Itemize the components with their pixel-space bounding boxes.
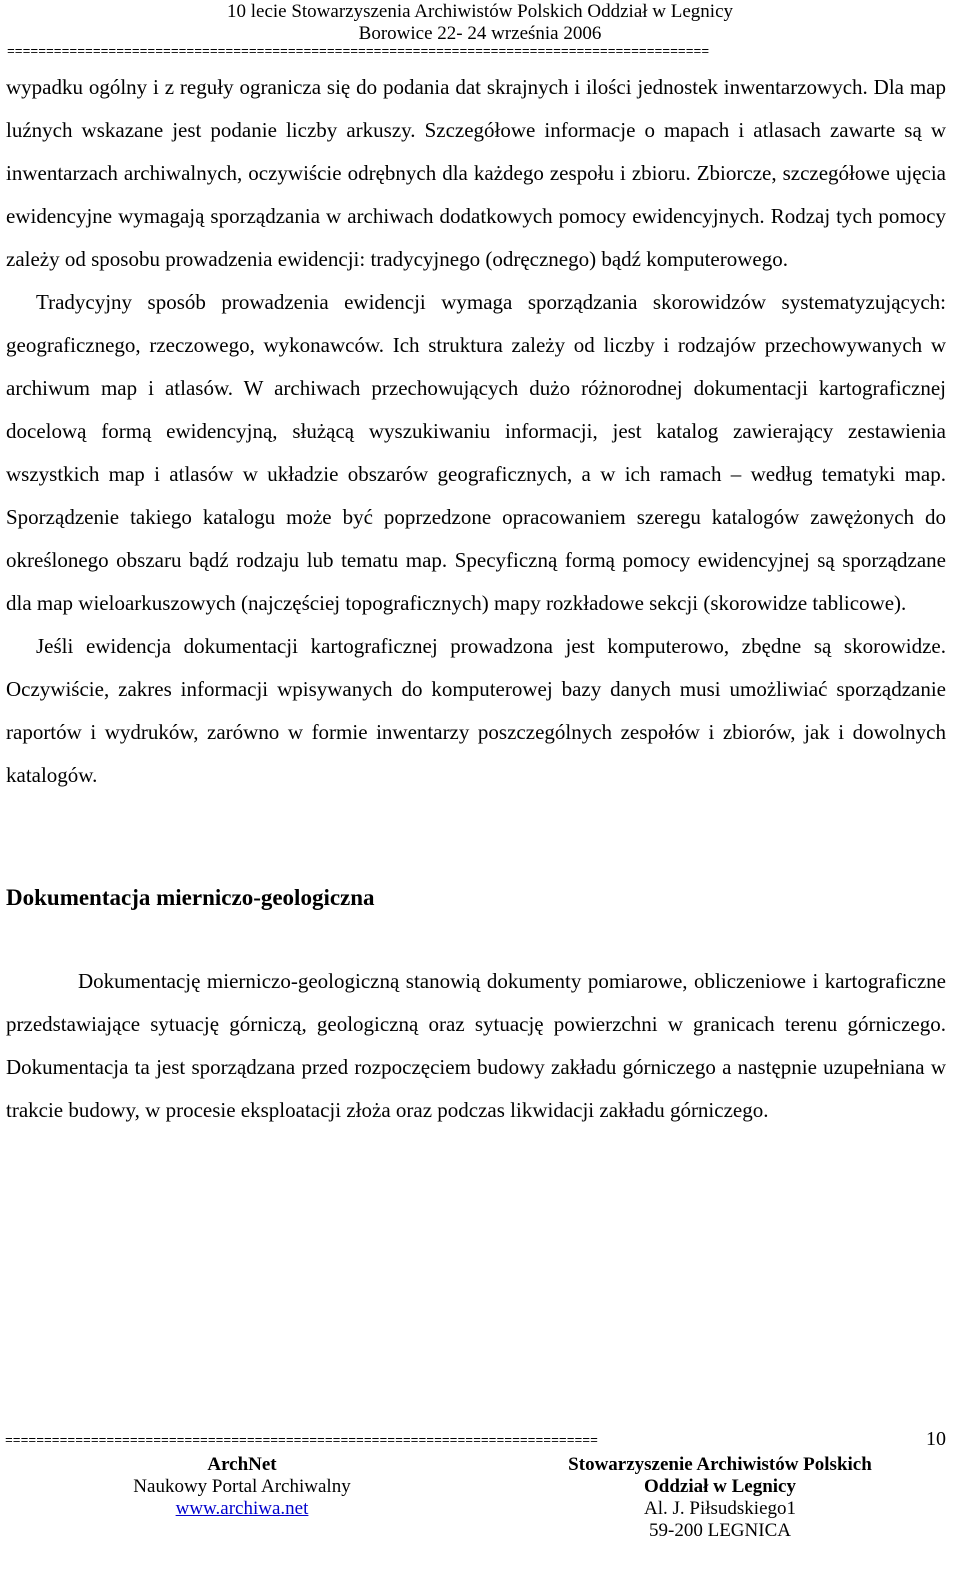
header-title: 10 lecie Stowarzyszenia Archiwistów Polskich Oddział w Legnicy xyxy=(226,1,733,22)
footer-org-street: Al. J. Piłsudskiego1 xyxy=(643,1498,797,1519)
section-heading: Dokumentacja mierniczo-geologiczna xyxy=(6,885,375,910)
footer-portal-link[interactable]: www.archiwa.net xyxy=(175,1498,309,1519)
page-content xyxy=(6,66,946,1132)
paragraph-1: wypadku ogólny i z reguły ogranicza się do podania dat skrajnych i ilości jednostek inwentarzowych. Dla map luźnych wskazane jest podanie liczby arkuszy. Szczegółowe informacje o mapach i atlasach zawarte są w inwentarzach archiwalnych, oczywiście odrębnych dla każdego zespołu i zbioru. Zbiorcze, szczegółowe ujęcia ewidencyjne wymagają sporządzania w archiwach dodatkowych pomocy ewidencyjnych. Rodzaj tych pomocy zależy od sposobu prowadzenia ewidencji: tradycyjnego (odręcznego) bądź komputerowego. xyxy=(6,75,946,271)
page-number: 10 xyxy=(926,1428,946,1450)
footer-right xyxy=(545,1454,895,1542)
footer-org-branch: Oddział w Legnicy xyxy=(643,1476,796,1497)
footer-rule: ============================================================================ xyxy=(5,1434,598,1448)
footer-portal-name: ArchNet xyxy=(207,1454,277,1475)
footer-left xyxy=(112,1454,372,1520)
header-date: Borowice 22- 24 września 2006 xyxy=(358,23,602,44)
footer-portal-subtitle: Naukowy Portal Archiwalny xyxy=(133,1476,351,1497)
paragraph-2: Tradycyjny sposób prowadzenia ewidencji wymaga sporządzania skorowidzów systematyzujących: geograficznego, rzeczowego, wykonawców. Ich struktura zależy od liczby i rodzajów przechowywanych w archiwum map i atlasów. W archiwach przechowujących dużo różnorodnej dokumentacji kartograficznej docelową formą ewidencyjną, służącą wyszukiwaniu informacji, jest katalog zawierający zestawienia wszystkich map i atlasów w układzie obszarów geograficznych, a w ich ramach – według tematyki map. Sporządzenie takiego katalogu może być poprzedzone opracowaniem szeregu katalogów zawężonych do określonego obszaru bądź rodzaju lub tematu map. Specyficzną formą pomocy ewidencyjnej są sporządzane dla map wieloarkuszowych (najczęściej topograficznych) mapy rozkładowe sekcji (skorowidze tablicowe). xyxy=(6,290,946,615)
paragraph-3: Jeśli ewidencja dokumentacji kartograficznej prowadzona jest komputerowo, zbędne są skorowidze. Oczywiście, zakres informacji wpisywanych do komputerowej bazy danych musi umożliwiać sporządzanie raportów i wydruków, zarówno w formie inwentarzy poszczególnych zespołów i zbiorów, jak i dowolnych katalogów. xyxy=(6,634,946,787)
page-header xyxy=(0,0,960,59)
section-paragraph: Dokumentację mierniczo-geologiczną stanowią dokumenty pomiarowe, obliczeniowe i kartograficzne przedstawiające sytuację górniczą, geologiczną oraz sytuację powierzchni w granicach terenu górniczego. Dokumentacja ta jest sporządzana przed rozpoczęciem budowy zakładu górniczego a następnie uzupełniana w trakcie budowy, w procesie eksploatacji złoża oraz podczas likwidacji zakładu górniczego. xyxy=(6,969,946,1122)
header-rule: ========================================================================================== xyxy=(7,45,710,59)
footer-org-name: Stowarzyszenie Archiwistów Polskich xyxy=(568,1454,872,1475)
footer-org-city: 59-200 LEGNICA xyxy=(649,1520,791,1541)
